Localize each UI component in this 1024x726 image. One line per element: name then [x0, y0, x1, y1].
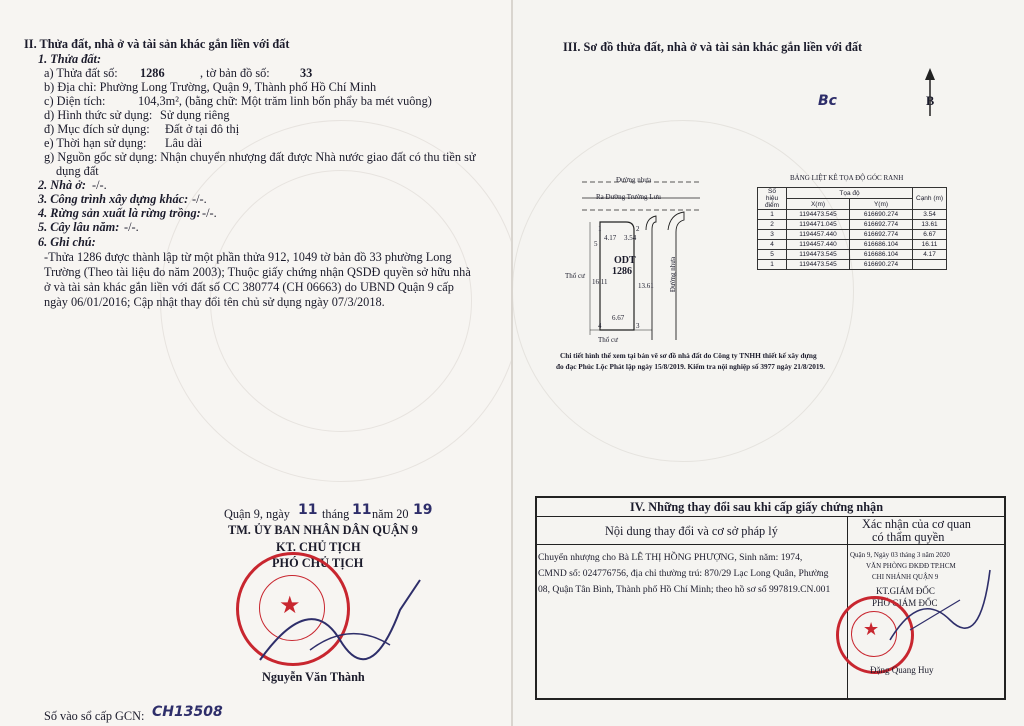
map-corner-3: 3: [636, 322, 640, 330]
map-neighbor-bottom: Thổ cư: [598, 336, 618, 344]
item-4-title: 4. Rừng sản xuất là rừng trồng:: [38, 206, 201, 220]
cell-len: [913, 260, 947, 270]
coord-table-title: BẢNG LIỆT KÊ TỌA ĐỘ GÓC RANH: [790, 174, 904, 182]
cell-n: 1: [758, 210, 787, 220]
usage-purpose-label: đ) Mục đích sử dụng:: [44, 122, 150, 136]
parcel-number-value: 1286: [140, 66, 165, 80]
map-caption-2: đo đạc Phúc Lộc Phát lập ngày 15/8/2019. Kiểm tra nội nghiệp số 3977 ngày 21/8/2019.: [556, 362, 825, 371]
area-value: 104,3m², (bằng chữ: Một trăm linh bốn phẩy ba mét vuông): [138, 94, 432, 108]
table-row: [758, 220, 947, 230]
handwritten-mark: Bc: [818, 93, 837, 109]
signature-left: [250, 570, 450, 680]
cell-len: 13.61: [913, 220, 947, 230]
table-row: [758, 230, 947, 240]
origin-line-2: dụng đất: [56, 164, 99, 178]
note-line-4: ngày 06/01/2016; Cập nhật thay đổi tên chủ sử dụng ngày 07/3/2018.: [44, 295, 385, 309]
map-dim-top: 4.17: [604, 234, 617, 242]
item-4-value: -/-.: [202, 206, 217, 220]
cell-x: 1194473.545: [787, 210, 850, 220]
map-dim-top2: 3.54: [624, 234, 637, 242]
cell-len: 6.67: [913, 230, 947, 240]
confirm-org-1: VĂN PHÒNG ĐKĐĐ TP.HCM: [866, 562, 956, 570]
map-corner-5: 5: [594, 240, 598, 248]
north-arrow-icon: [922, 68, 938, 118]
confirm-signer: Đặng Quang Huy: [870, 665, 934, 675]
usage-purpose-value: Đất ở tại đô thị: [165, 122, 240, 136]
signer-name-left: Nguyễn Văn Thành: [262, 670, 365, 684]
map-corner-1: 1: [598, 225, 602, 233]
confirm-org-2: CHI NHÁNH QUẬN 9: [872, 573, 939, 581]
official-seal-right: ★: [836, 596, 914, 674]
map-sheet-value: 33: [300, 66, 313, 80]
cell-y: 616690.274: [850, 260, 913, 270]
map-parcel-type: ODT: [614, 255, 636, 266]
change-line-1: Chuyển nhượng cho Bà LÊ THỊ HỒNG PHƯỢNG, Sinh năm: 1974,: [538, 552, 803, 563]
usage-form-value: Sử dụng riêng: [160, 108, 230, 122]
map-caption-1: Chi tiết hình thể xem tại bản vẽ sơ đồ nhà đất do Công ty TNHH thiết kế xây dựng: [560, 351, 817, 360]
note-line-2: Trường (Theo tài liệu đo năm 2003); Thuộc giấy chứng nhận QSDĐ quyền sở hữu nhà: [44, 265, 471, 279]
parcel-number-label: a) Thửa đất số:: [44, 66, 118, 80]
table-row: [758, 210, 947, 220]
change-line-3: 08, Quận Tân Bình, Thành phố Hồ Chí Minh; theo hồ sơ số 997819.CN.001: [538, 584, 831, 595]
cell-n: 5: [758, 250, 787, 260]
confirm-date: Quận 9, Ngày 03 tháng 3 năm 2020: [850, 551, 950, 559]
area-label: c) Diện tích:: [44, 94, 106, 108]
usage-term-value: Lâu dài: [165, 136, 203, 150]
changes-col-content: Nội dung thay đổi và cơ sở pháp lý: [605, 524, 778, 538]
cell-y: 616690.274: [850, 210, 913, 220]
item-1-title: 1. Thửa đất:: [38, 52, 102, 66]
north-label: B: [926, 94, 935, 108]
cell-n: 1: [758, 260, 787, 270]
coord-head-y: Y(m): [850, 199, 913, 210]
cell-y: 616692.774: [850, 230, 913, 240]
map-neighbor-left: Thổ cư: [565, 272, 585, 280]
coord-table: [757, 187, 947, 270]
signature-right: [880, 560, 1000, 650]
note-line-1: -Thửa 1286 được thành lập từ một phần thửa 912, 1049 tờ bản đồ 33 phường Long: [44, 250, 452, 264]
map-corner-4: 4: [598, 322, 602, 330]
item-5-title: 5. Cây lâu năm:: [38, 220, 120, 234]
item-5-value: -/-.: [124, 220, 139, 234]
coord-head-coord: Tọa độ: [787, 188, 913, 199]
usage-form-label: d) Hình thức sử dụng:: [44, 108, 153, 122]
sign-date-day: 11: [298, 502, 318, 518]
changes-box-title: IV. Những thay đổi sau khi cấp giấy chứng nhận: [630, 500, 884, 514]
org-line-3: PHÓ CHỦ TỊCH: [272, 556, 364, 570]
cell-len: 3.54: [913, 210, 947, 220]
cell-y: 616686.104: [850, 250, 913, 260]
sign-date-month-label: tháng: [322, 507, 350, 521]
org-line-1: TM. ỦY BAN NHÂN DÂN QUẬN 9: [228, 523, 418, 537]
map-sheet-label: , tờ bản đồ số:: [200, 66, 270, 80]
sign-date-year-label: năm 20: [372, 507, 409, 521]
gcn-label: Số vào sổ cấp GCN:: [44, 709, 145, 723]
gcn-value: CH13508: [152, 704, 223, 720]
table-row: [758, 260, 947, 270]
sign-date-year: 19: [413, 502, 433, 518]
map-dim-left: 16.11: [592, 278, 608, 286]
cell-x: 1194471.045: [787, 220, 850, 230]
confirm-kt: KT.GIÁM ĐỐC: [876, 586, 935, 596]
cell-x: 1194457.440: [787, 240, 850, 250]
item-2-title: 2. Nhà ở:: [38, 178, 86, 192]
map-parcel-number: 1286: [612, 266, 632, 277]
item-6-title: 6. Ghi chú:: [38, 235, 96, 249]
map-dim-right: 13.61: [638, 282, 654, 290]
address-line: b) Địa chỉ: Phường Long Trường, Quận 9, Thành phố Hồ Chí Minh: [44, 80, 377, 94]
cell-n: 2: [758, 220, 787, 230]
cell-len: 4.17: [913, 250, 947, 260]
item-2-value: -/-.: [92, 178, 107, 192]
cell-x: 1194473.545: [787, 250, 850, 260]
cell-n: 3: [758, 230, 787, 240]
origin-line-1: g) Nguồn gốc sử dụng: Nhận chuyển nhượng đất được Nhà nước giao đất có thu tiền sử: [44, 150, 476, 164]
item-3-title: 3. Công trình xây dựng khác:: [38, 192, 189, 206]
cell-y: 616686.104: [850, 240, 913, 250]
map-dim-bottom: 6.67: [612, 314, 625, 322]
map-corner-2: 2: [636, 225, 640, 233]
sign-date-month: 11: [352, 502, 372, 518]
change-line-2: CMND số: 024776756, địa chỉ thường trú: 870/29 Lạc Long Quân, Phường: [538, 568, 829, 579]
cell-y: 616692.774: [850, 220, 913, 230]
confirm-pgd: PHÓ GIÁM ĐỐC: [872, 598, 938, 608]
note-line-3: ở và tài sản khác gắn liền với đất số CC 380774 (CH 06663) do UBND Quận 9 cấp: [44, 280, 454, 294]
map-road-label: Đường nhựa: [616, 176, 652, 184]
cell-x: 1194473.545: [787, 260, 850, 270]
cell-len: 16.11: [913, 240, 947, 250]
section-2-title: II. Thửa đất, nhà ở và tài sản khác gắn liền với đất: [24, 37, 290, 51]
coord-head-len: Cạnh (m): [913, 188, 947, 210]
table-row: [758, 250, 947, 260]
item-3-value: -/-.: [192, 192, 207, 206]
official-seal-left: ★: [236, 552, 350, 666]
cell-n: 4: [758, 240, 787, 250]
coord-head-num: Số hiệu điểm: [758, 188, 787, 210]
changes-col-confirm-1: Xác nhận của cơ quan: [862, 517, 971, 531]
map-road-side: Đường nhựa: [669, 256, 678, 293]
sign-date-prefix: Quận 9, ngày: [224, 507, 290, 521]
section-3-title: III. Sơ đồ thửa đất, nhà ở và tài sản khác gắn liền với đất: [563, 40, 863, 54]
page-fold: [511, 0, 513, 726]
cell-x: 1194457.440: [787, 230, 850, 240]
table-row: [758, 240, 947, 250]
map-road-sub: Ra Đường Trường Lưu: [596, 193, 661, 201]
coord-head-x: X(m): [787, 199, 850, 210]
usage-term-label: e) Thời hạn sử dụng:: [44, 136, 147, 150]
changes-col-confirm-2: có thẩm quyền: [872, 530, 945, 544]
org-line-2: KT. CHỦ TỊCH: [276, 540, 361, 554]
